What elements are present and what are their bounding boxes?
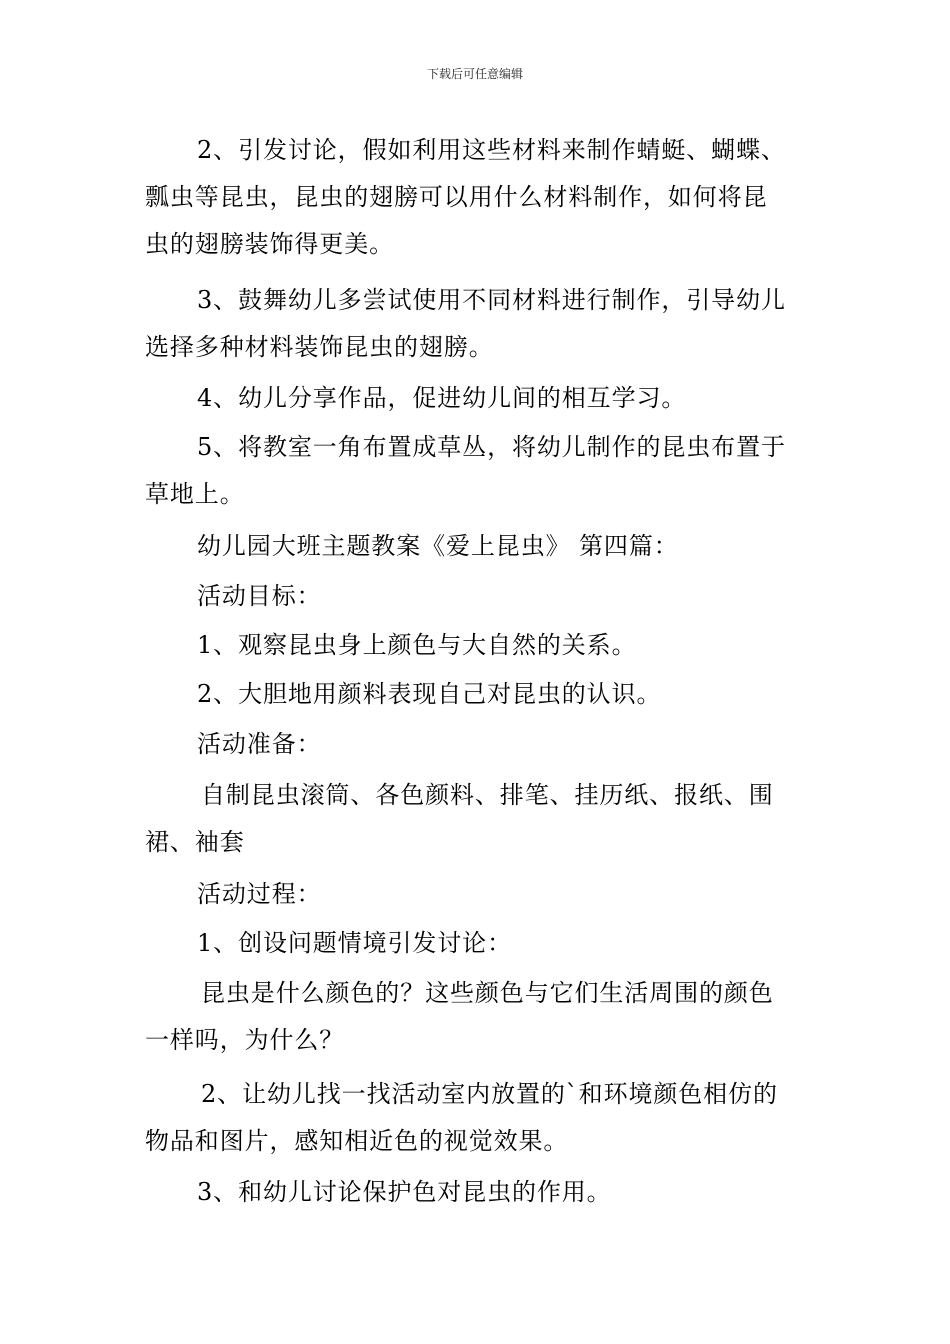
section-title xyxy=(145,523,810,570)
heading-activity-goals xyxy=(145,573,810,620)
paragraph-step-5-arrange xyxy=(145,424,810,518)
text-line: 活动过程： xyxy=(197,880,322,908)
text-line: 1、创设问题情境引发讨论： xyxy=(197,929,512,957)
text-line: 瓢虫等昆虫，昆虫的翅膀可以用什么材料制作，如何将昆 xyxy=(145,183,768,211)
paragraph-step-4-share xyxy=(145,375,810,422)
text-line: 活动准备： xyxy=(197,730,322,758)
process-step-2 xyxy=(145,1071,810,1165)
preparation-materials xyxy=(145,772,810,866)
text-line: 4、幼儿分享作品，促进幼儿间的相互学习。 xyxy=(197,384,687,412)
heading-activity-preparation xyxy=(145,721,810,768)
text-line: 2、大胆地用颜料表现自己对昆虫的认识。 xyxy=(197,680,662,708)
text-line: 选择多种材料装饰昆虫的翅膀。 xyxy=(145,333,494,361)
paragraph-step-3-encourage xyxy=(145,277,810,371)
text-line: 2、让幼儿找一找活动室内放置的`和环境颜色相仿的 xyxy=(201,1080,778,1108)
text-line: 裙、袖套 xyxy=(145,828,245,856)
process-step-3 xyxy=(145,1169,810,1216)
text-line: 1、观察昆虫身上颜色与大自然的关系。 xyxy=(197,631,637,659)
text-line: 3、和幼儿讨论保护色对昆虫的作用。 xyxy=(197,1178,612,1206)
text-line: 3、鼓舞幼儿多尝试使用不同材料进行制作，引导幼儿 xyxy=(197,286,786,314)
text-line: 虫的翅膀装饰得更美。 xyxy=(145,230,394,258)
process-question xyxy=(145,970,810,1064)
text-line: 5、将教室一角布置成草丛，将幼儿制作的昆虫布置于 xyxy=(197,433,786,461)
text-line: 自制昆虫滚筒、各色颜料、排笔、挂历纸、报纸、围 xyxy=(201,781,774,809)
text-line: 物品和图片，感知相近色的视觉效果。 xyxy=(145,1127,569,1155)
text-line: 活动目标： xyxy=(197,582,322,610)
text-line: 2、引发讨论，假如利用这些材料来制作蜻蜓、蝴蝶、 xyxy=(197,136,786,164)
paragraph-step-2-discussion xyxy=(145,127,810,268)
goal-item-1 xyxy=(145,622,810,669)
text-line: 一样吗，为什么？ xyxy=(145,1026,345,1054)
text-line: 草地上。 xyxy=(145,480,245,508)
goal-item-2 xyxy=(145,671,810,718)
text-line: 昆虫是什么颜色的？这些颜色与它们生活周围的颜色 xyxy=(201,979,774,1007)
heading-activity-process xyxy=(145,871,810,918)
text-line: 幼儿园大班主题教案《爱上昆虫》 第四篇： xyxy=(197,532,679,560)
page-header: 下载后可任意编辑 xyxy=(426,67,523,81)
process-step-1 xyxy=(145,920,810,967)
